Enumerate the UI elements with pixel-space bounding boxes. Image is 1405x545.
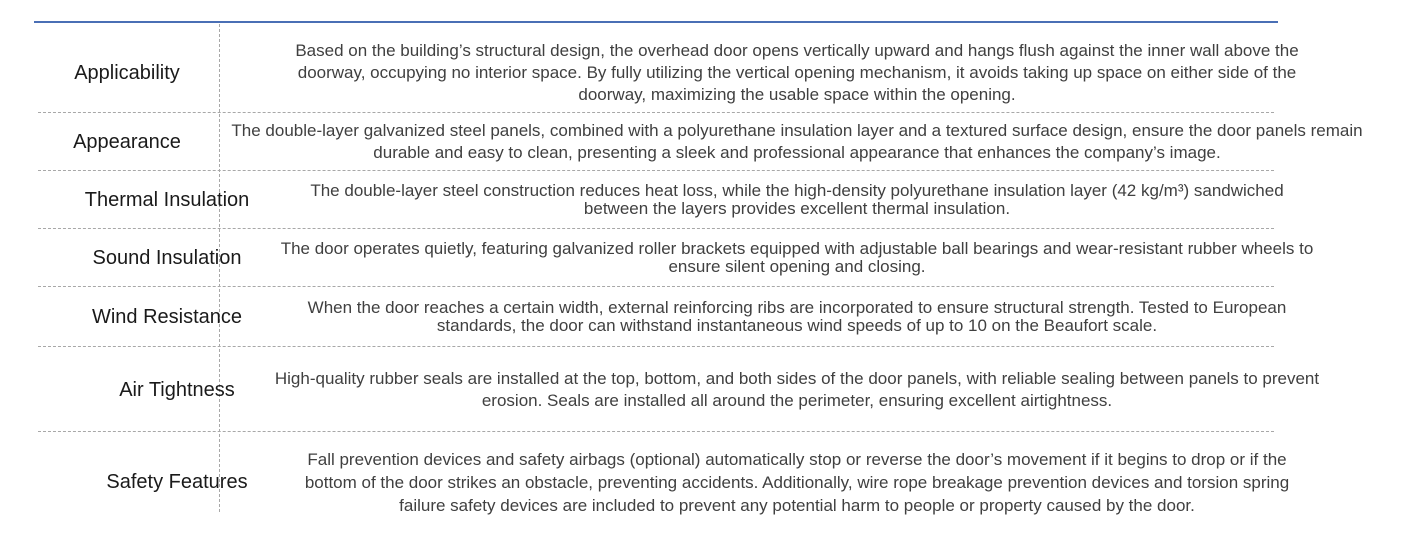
row-label: Wind Resistance (91, 306, 243, 328)
table-row-applicability (34, 34, 1374, 112)
row-label: Applicability (74, 62, 180, 84)
table-row-air-tightness (34, 352, 1374, 428)
row-label: Air Tightness (119, 379, 235, 401)
table-top-rule (34, 21, 1278, 23)
row-description: The door operates quietly, featuring galvanized roller brackets equipped with adjustable ball bearings and wear-resistant rubber wheels to ensure silent opening and closing. (280, 239, 1314, 276)
table-row-safety-features (34, 436, 1374, 528)
row-description: Based on the building’s structural design, the overhead door opens vertically upward and hangs flush against the inner wall above the doorway, occupying no interior space. By fully utilizing the vertical opening mechanism, it avoids taking up space on either side of the doorway, maximizing the usable space within the opening. (295, 41, 1299, 104)
row-divider (38, 170, 1274, 171)
row-divider (38, 286, 1274, 287)
table-row-thermal-insulation (34, 176, 1374, 224)
table-row-appearance (34, 118, 1374, 166)
row-divider (38, 228, 1274, 229)
row-description: When the door reaches a certain width, external reinforcing ribs are incorporated to ensure structural strength. Tested to European standards, the door can withstand instantaneous wind speeds of up to 10 on the Beaufort scale. (307, 298, 1287, 335)
row-label: Appearance (73, 131, 181, 153)
table-row-wind-resistance (34, 292, 1374, 342)
row-divider (38, 112, 1274, 113)
table-row-sound-insulation (34, 234, 1374, 282)
row-label: Safety Features (106, 471, 248, 493)
row-description: The double-layer galvanized steel panels, combined with a polyurethane insulation layer and a textured surface design, ensure the door panels remain durable and easy to clean, presenting a sleek and professional appearance that enhances the company’s image. (231, 121, 1363, 162)
row-description: High-quality rubber seals are installed at the top, bottom, and both sides of the door panels, with reliable sealing between panels to prevent erosion. Seals are installed all around the perimeter, ensuring excellent airtightness. (274, 369, 1320, 410)
row-divider (38, 346, 1274, 347)
row-label: Sound Insulation (92, 247, 242, 269)
row-description: The double-layer steel construction reduces heat loss, while the high-density polyurethane insulation layer (42 kg/m³) sandwiched between the layers provides excellent thermal insulation. (310, 181, 1284, 218)
row-label: Thermal Insulation (84, 189, 250, 211)
row-divider (38, 431, 1274, 432)
row-description: Fall prevention devices and safety airbags (optional) automatically stop or reverse the door’s movement if it begins to drop or if the bottom of the door strikes an obstacle, preventing accidents. Additionally, wire rope breakage prevention devices and torsion spring failure safety devices are included to prevent any potential harm to people or property caused by the door. (304, 449, 1290, 515)
